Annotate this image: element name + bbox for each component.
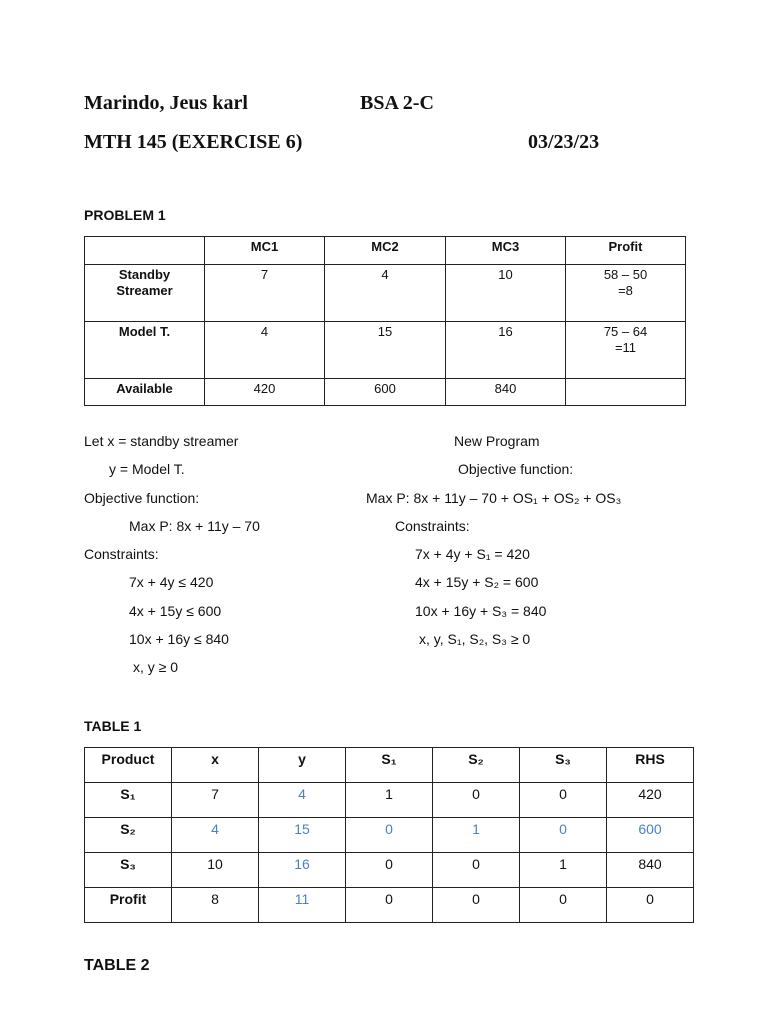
student-section: BSA 2-C <box>360 92 434 114</box>
table-cell: 1 <box>520 853 607 888</box>
table-row <box>85 783 694 818</box>
table-header-cell: RHS <box>607 748 694 783</box>
row-label: S₃ <box>85 853 172 888</box>
table-header-cell: Profit <box>566 237 686 265</box>
table-header-cell: MC1 <box>205 237 325 265</box>
course-title: MTH 145 (EXERCISE 6) <box>84 131 303 153</box>
row-label <box>85 265 205 322</box>
table-cell: 11 <box>259 888 346 923</box>
simplex-table-1 <box>84 747 694 923</box>
objective-function: Max P: 8x + 11y – 70 <box>129 518 260 534</box>
table-cell: 420 <box>205 379 325 406</box>
row-label: Available <box>85 379 205 406</box>
profit-line: =11 <box>614 340 637 355</box>
constraint-1: 7x + 4y ≤ 420 <box>129 574 214 590</box>
table-header-cell <box>85 237 205 265</box>
profit-cell <box>566 379 686 406</box>
row-label: S₂ <box>85 818 172 853</box>
table-cell: 840 <box>607 853 694 888</box>
row-label-line: Streamer <box>116 283 173 298</box>
table-header-cell: MC3 <box>446 237 566 265</box>
new-program-title: New Program <box>454 433 540 449</box>
new-objective-label: Objective function: <box>458 461 574 477</box>
table-row <box>85 265 686 322</box>
table-row <box>85 818 694 853</box>
profit-line: 75 – 64 <box>603 324 648 339</box>
table-cell: 0 <box>520 783 607 818</box>
profit-cell <box>566 322 686 379</box>
table-cell: 15 <box>259 818 346 853</box>
table-header-cell: x <box>172 748 259 783</box>
table-header-cell: S₃ <box>520 748 607 783</box>
table-cell: 0 <box>520 888 607 923</box>
table-cell: 420 <box>607 783 694 818</box>
row-label-line: Standby <box>118 267 171 282</box>
row-label: Profit <box>85 888 172 923</box>
problem-heading: PROBLEM 1 <box>84 207 166 223</box>
profit-line: 58 – 50 <box>603 267 648 282</box>
table-cell: 4 <box>205 322 325 379</box>
table-cell: 8 <box>172 888 259 923</box>
nonnegativity: x, y ≥ 0 <box>133 659 179 675</box>
table-header-cell: S₂ <box>433 748 520 783</box>
table-cell: 0 <box>433 783 520 818</box>
table-cell: 7 <box>205 265 325 322</box>
table-header-cell: MC2 <box>325 237 446 265</box>
profit-cell <box>566 265 686 322</box>
table-header-row <box>85 748 694 783</box>
new-constraint-3: 10x + 16y + S₃ = 840 <box>415 603 547 619</box>
table-cell: 15 <box>325 322 446 379</box>
table-cell: 0 <box>607 888 694 923</box>
table-header-cell: Product <box>85 748 172 783</box>
profit-line: =8 <box>618 283 633 298</box>
row-label: S₁ <box>85 783 172 818</box>
problem-table <box>84 236 686 406</box>
table1-heading: TABLE 1 <box>84 718 142 734</box>
table-cell: 0 <box>520 818 607 853</box>
table-cell: 600 <box>607 818 694 853</box>
table-row <box>85 888 694 923</box>
table-header-row <box>85 237 686 265</box>
new-nonnegativity: x, y, S₁, S₂, S₃ ≥ 0 <box>419 631 531 647</box>
document-date: 03/23/23 <box>528 131 600 153</box>
table2-heading: TABLE 2 <box>84 957 150 974</box>
constraint-3: 10x + 16y ≤ 840 <box>129 631 229 647</box>
table-cell: 1 <box>433 818 520 853</box>
student-name: Marindo, Jeus karl <box>84 92 248 114</box>
table-cell: 0 <box>433 888 520 923</box>
table-cell: 1 <box>346 783 433 818</box>
table-header-cell: y <box>259 748 346 783</box>
table-cell: 4 <box>259 783 346 818</box>
objective-label: Objective function: <box>84 490 200 506</box>
table-cell: 7 <box>172 783 259 818</box>
table-cell: 840 <box>446 379 566 406</box>
table-cell: 16 <box>259 853 346 888</box>
let-x: Let x = standby streamer <box>84 433 239 449</box>
table-cell: 0 <box>346 818 433 853</box>
constraints-label: Constraints: <box>84 546 159 562</box>
row-label: Model T. <box>85 322 205 379</box>
table-cell: 4 <box>325 265 446 322</box>
new-constraint-2: 4x + 15y + S₂ = 600 <box>415 574 539 590</box>
table-row <box>85 853 694 888</box>
new-constraints-label: Constraints: <box>395 518 470 534</box>
constraint-2: 4x + 15y ≤ 600 <box>129 603 222 619</box>
table-cell: 10 <box>172 853 259 888</box>
table-row <box>85 379 686 406</box>
new-constraint-1: 7x + 4y + S₁ = 420 <box>415 546 530 562</box>
table-cell: 0 <box>346 853 433 888</box>
table-cell: 600 <box>325 379 446 406</box>
table-cell: 4 <box>172 818 259 853</box>
table-cell: 16 <box>446 322 566 379</box>
table-cell: 10 <box>446 265 566 322</box>
table-row <box>85 322 686 379</box>
new-objective-function: Max P: 8x + 11y – 70 + OS₁ + OS₂ + OS₃ <box>366 490 622 506</box>
table-cell: 0 <box>346 888 433 923</box>
table-cell: 0 <box>433 853 520 888</box>
let-y: y = Model T. <box>109 461 185 477</box>
table-header-cell: S₁ <box>346 748 433 783</box>
